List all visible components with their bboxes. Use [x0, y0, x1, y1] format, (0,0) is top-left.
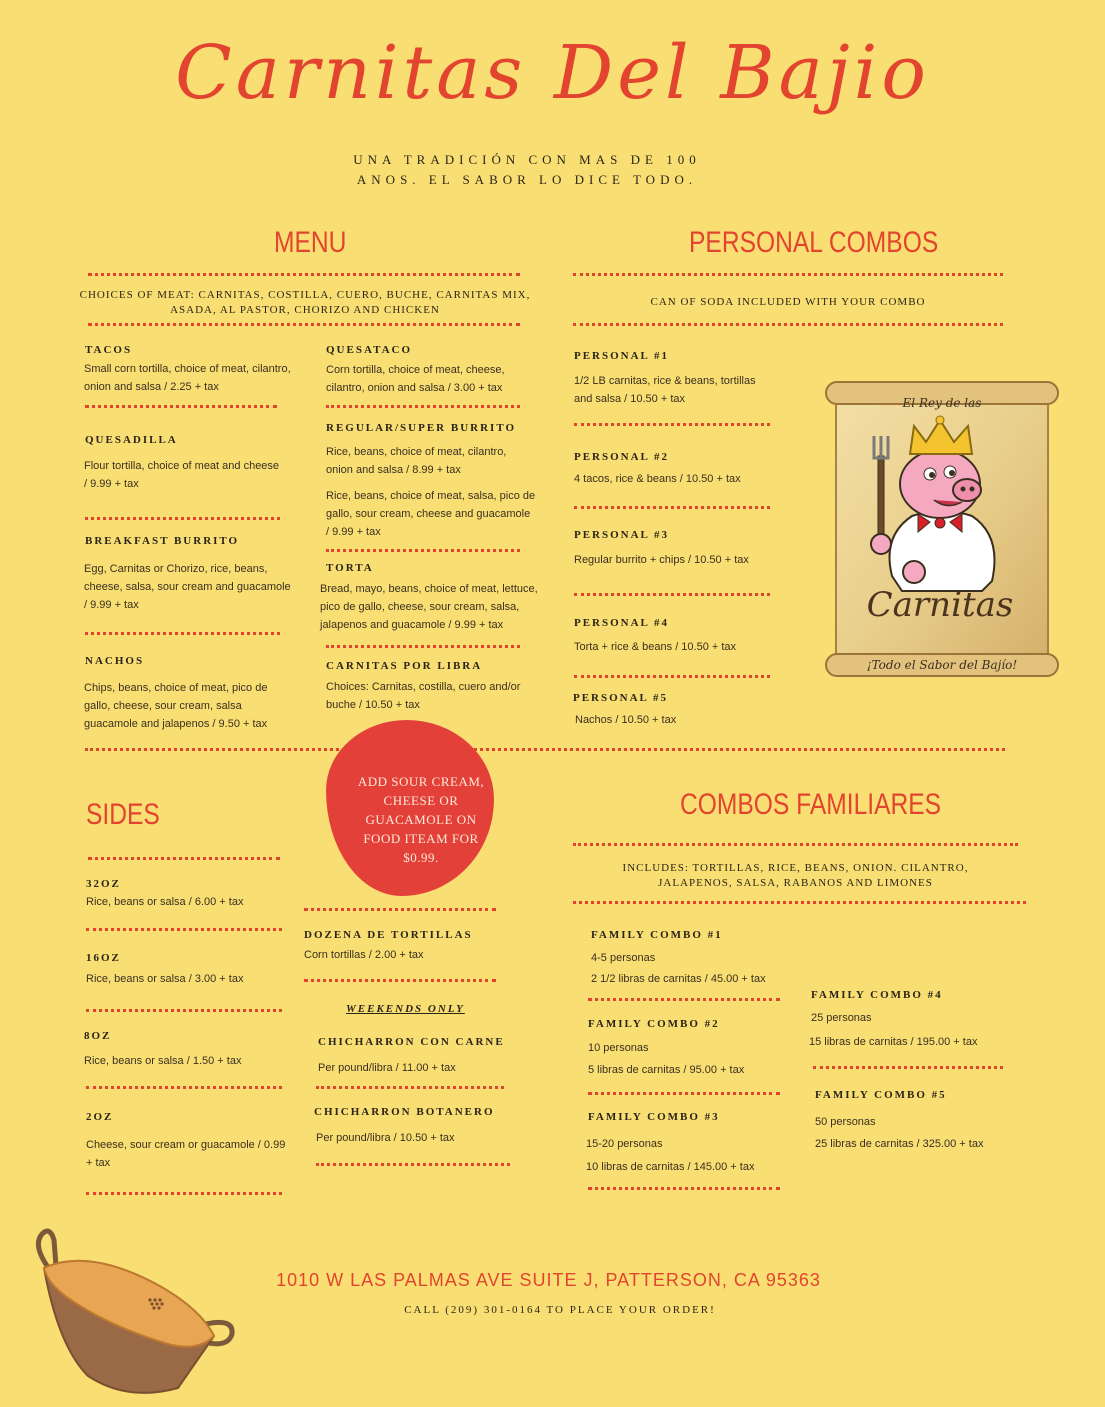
item-name-chicharron-con-carne: CHICHARRON CON CARNE — [318, 1036, 505, 1048]
item-desc-breakfast-burrito: Egg, Carnitas or Chorizo, rice, beans, cheese, salsa, sour cream and guacamole / 9.99 + tax — [84, 563, 291, 611]
scroll-bottom-text: ¡Todo el Sabor del Bajío! — [866, 658, 1018, 672]
divider — [304, 908, 496, 911]
item-desc-nachos: Chips, beans, choice of meat, pico de gallo, cheese, sour cream, salsa guacamole and jalapenos / 9.50 + tax — [84, 682, 268, 730]
item-desc-chicharron-con-carne: Per pound/libra / 11.00 + tax — [318, 1062, 456, 1074]
divider — [88, 273, 520, 276]
item-name-family-combo-4: FAMILY COMBO #4 — [811, 989, 943, 1001]
item-desc-torta: Bread, mayo, beans, choice of meat, lettuce, pico de gallo, cheese, sour cream, salsa, jalapenos and guacamole / 9.99 + tax — [320, 583, 538, 631]
divider — [88, 857, 280, 860]
item-desc-super-burrito: Rice, beans, choice of meat, salsa, pico de gallo, sour cream, cheese and guacamole / 9.99 + tax — [326, 490, 536, 538]
item-desc-tacos: Small corn tortilla, choice of meat, cilantro, onion and salsa / 2.25 + tax — [84, 363, 291, 393]
item-name-regular-super-burrito: REGULAR/SUPER BURRITO — [326, 422, 517, 434]
item-desc-personal-2: 4 tacos, rice & beans / 10.50 + tax — [574, 473, 741, 485]
divider — [86, 1192, 282, 1195]
divider — [326, 645, 520, 648]
restaurant-title: Carnitas Del Bajio — [175, 30, 930, 116]
item-desc-carnitas-por-libra: Choices: Carnitas, costilla, cuero and/or buche / 10.50 + tax — [326, 681, 521, 711]
divider — [573, 901, 1026, 904]
divider — [316, 1086, 504, 1089]
item-name-tacos: TACOS — [85, 344, 133, 356]
item-desc-personal-3: Regular burrito + chips / 10.50 + tax — [574, 554, 749, 566]
divider — [326, 549, 520, 552]
item-desc-personal-4: Torta + rice & beans / 10.50 + tax — [574, 641, 737, 653]
item-name-2oz: 2OZ — [86, 1111, 114, 1123]
divider — [574, 506, 770, 509]
item-desc-dozena-de-tortillas: Corn tortillas / 2.00 + tax — [304, 949, 424, 961]
call-to-order: CALL (209) 301-0164 TO PLACE YOUR ORDER! — [404, 1304, 716, 1316]
item-desc-2oz: Cheese, sour cream or guacamole / 0.99 + tax — [86, 1139, 286, 1169]
item-desc-family-combo-4: 15 libras de carnitas / 195.00 + tax — [809, 1036, 978, 1048]
divider — [573, 323, 1003, 326]
item-desc-regular-burrito: Rice, beans, choice of meat, cilantro, onion and salsa / 8.99 + tax — [326, 446, 507, 476]
item-name-family-combo-3: FAMILY COMBO #3 — [588, 1111, 720, 1123]
item-name-8oz: 8OZ — [84, 1030, 112, 1042]
item-desc-quesataco: Corn tortilla, choice of meat, cheese, cilantro, onion and salsa / 3.00 + tax — [326, 364, 505, 394]
item-desc-family-combo-5: 25 libras de carnitas / 325.00 + tax — [815, 1138, 984, 1150]
promo-text: ADD SOUR CREAM, CHEESE OR GUACAMOLE ON FOOD ITEAM FOR $0.99. — [357, 774, 485, 865]
item-name-family-combo-2: FAMILY COMBO #2 — [588, 1018, 720, 1030]
item-name-family-combo-5: FAMILY COMBO #5 — [815, 1089, 947, 1101]
divider — [574, 423, 770, 426]
divider — [85, 517, 280, 520]
section-divider — [85, 748, 1005, 751]
item-people-family-combo-3: 15-20 personas — [586, 1138, 663, 1150]
item-people-family-combo-5: 50 personas — [815, 1116, 876, 1128]
el-rey-de-las-carnitas-scroll — [822, 376, 1062, 682]
divider — [88, 323, 520, 326]
item-name-family-combo-1: FAMILY COMBO #1 — [591, 929, 723, 941]
divider — [573, 273, 1003, 276]
scroll-main-text: Carnitas — [866, 585, 1014, 625]
meat-choices-note: CHOICES OF MEAT: CARNITAS, COSTILLA, CUERO, BUCHE, CARNITAS MIX, ASADA, AL PASTOR, CHORIZO AND CHICKEN — [79, 289, 531, 316]
item-desc-family-combo-3: 10 libras de carnitas / 145.00 + tax — [586, 1161, 755, 1173]
divider — [573, 843, 1018, 846]
personal-combos-heading: PERSONAL COMBOS — [689, 226, 939, 259]
item-name-personal-2: PERSONAL #2 — [574, 451, 670, 463]
weekends-only-label: WEEKENDS ONLY — [346, 1003, 465, 1015]
tagline: UNA TRADICIÓN CON MAS DE 100 ANOS. EL SABOR LO DICE TODO. — [353, 152, 701, 187]
menu-heading: MENU — [274, 226, 347, 259]
item-desc-family-combo-2: 5 libras de carnitas / 95.00 + tax — [588, 1064, 745, 1076]
divider — [588, 1092, 780, 1095]
combos-familiares-heading: COMBOS FAMILIARES — [680, 788, 942, 821]
soda-note: CAN OF SODA INCLUDED WITH YOUR COMBO — [650, 296, 926, 308]
item-name-nachos: NACHOS — [85, 655, 145, 667]
scroll-top-text: El Rey de las — [902, 396, 982, 410]
scroll-illustration — [822, 376, 1062, 682]
item-name-torta: TORTA — [326, 562, 374, 574]
divider — [588, 1187, 780, 1190]
item-name-dozena-de-tortillas: DOZENA DE TORTILLAS — [304, 929, 473, 941]
item-name-personal-1: PERSONAL #1 — [574, 350, 670, 362]
divider — [813, 1066, 1003, 1069]
item-desc-quesadilla: Flour tortilla, choice of meat and cheese / 9.99 + tax — [84, 460, 280, 490]
item-name-personal-3: PERSONAL #3 — [574, 529, 670, 541]
item-desc-personal-5: Nachos / 10.50 + tax — [575, 714, 677, 726]
item-people-family-combo-2: 10 personas — [588, 1042, 649, 1054]
divider — [85, 405, 277, 408]
family-includes-note: INCLUDES: TORTILLAS, RICE, BEANS, ONION. CILANTRO, JALAPENOS, SALSA, RABANOS AND LIMONES — [622, 862, 969, 889]
item-name-32oz: 32OZ — [86, 878, 121, 890]
item-name-carnitas-por-libra: CARNITAS POR LIBRA — [326, 660, 483, 672]
item-name-personal-4: PERSONAL #4 — [574, 617, 670, 629]
item-people-family-combo-4: 25 personas — [811, 1012, 872, 1024]
item-name-quesataco: QUESATACO — [326, 344, 413, 356]
item-people-family-combo-1: 4-5 personas — [591, 952, 656, 964]
item-desc-32oz: Rice, beans or salsa / 6.00 + tax — [86, 896, 244, 908]
divider — [86, 1086, 282, 1089]
item-name-personal-5: PERSONAL #5 — [573, 692, 669, 704]
item-name-quesadilla: QUESADILLA — [85, 434, 178, 446]
item-desc-8oz: Rice, beans or salsa / 1.50 + tax — [84, 1055, 242, 1067]
divider — [326, 405, 520, 408]
divider — [574, 593, 770, 596]
divider — [304, 979, 496, 982]
item-desc-personal-1: 1/2 LB carnitas, rice & beans, tortillas and salsa / 10.50 + tax — [574, 375, 756, 405]
item-desc-family-combo-1: 2 1/2 libras de carnitas / 45.00 + tax — [591, 973, 766, 985]
item-name-chicharron-botanero: CHICHARRON BOTANERO — [314, 1106, 495, 1118]
divider — [316, 1163, 510, 1166]
item-name-16oz: 16OZ — [86, 952, 121, 964]
item-desc-16oz: Rice, beans or salsa / 3.00 + tax — [86, 973, 244, 985]
divider — [86, 928, 282, 931]
item-name-breakfast-burrito: BREAKFAST BURRITO — [85, 535, 240, 547]
item-desc-chicharron-botanero: Per pound/libra / 10.50 + tax — [316, 1132, 455, 1144]
divider — [85, 632, 280, 635]
divider — [588, 998, 780, 1001]
restaurant-address: 1010 W LAS PALMAS AVE SUITE J, PATTERSON, CA 95363 — [276, 1270, 821, 1290]
divider — [86, 1009, 282, 1012]
divider — [574, 675, 770, 678]
sides-heading: SIDES — [86, 798, 160, 831]
